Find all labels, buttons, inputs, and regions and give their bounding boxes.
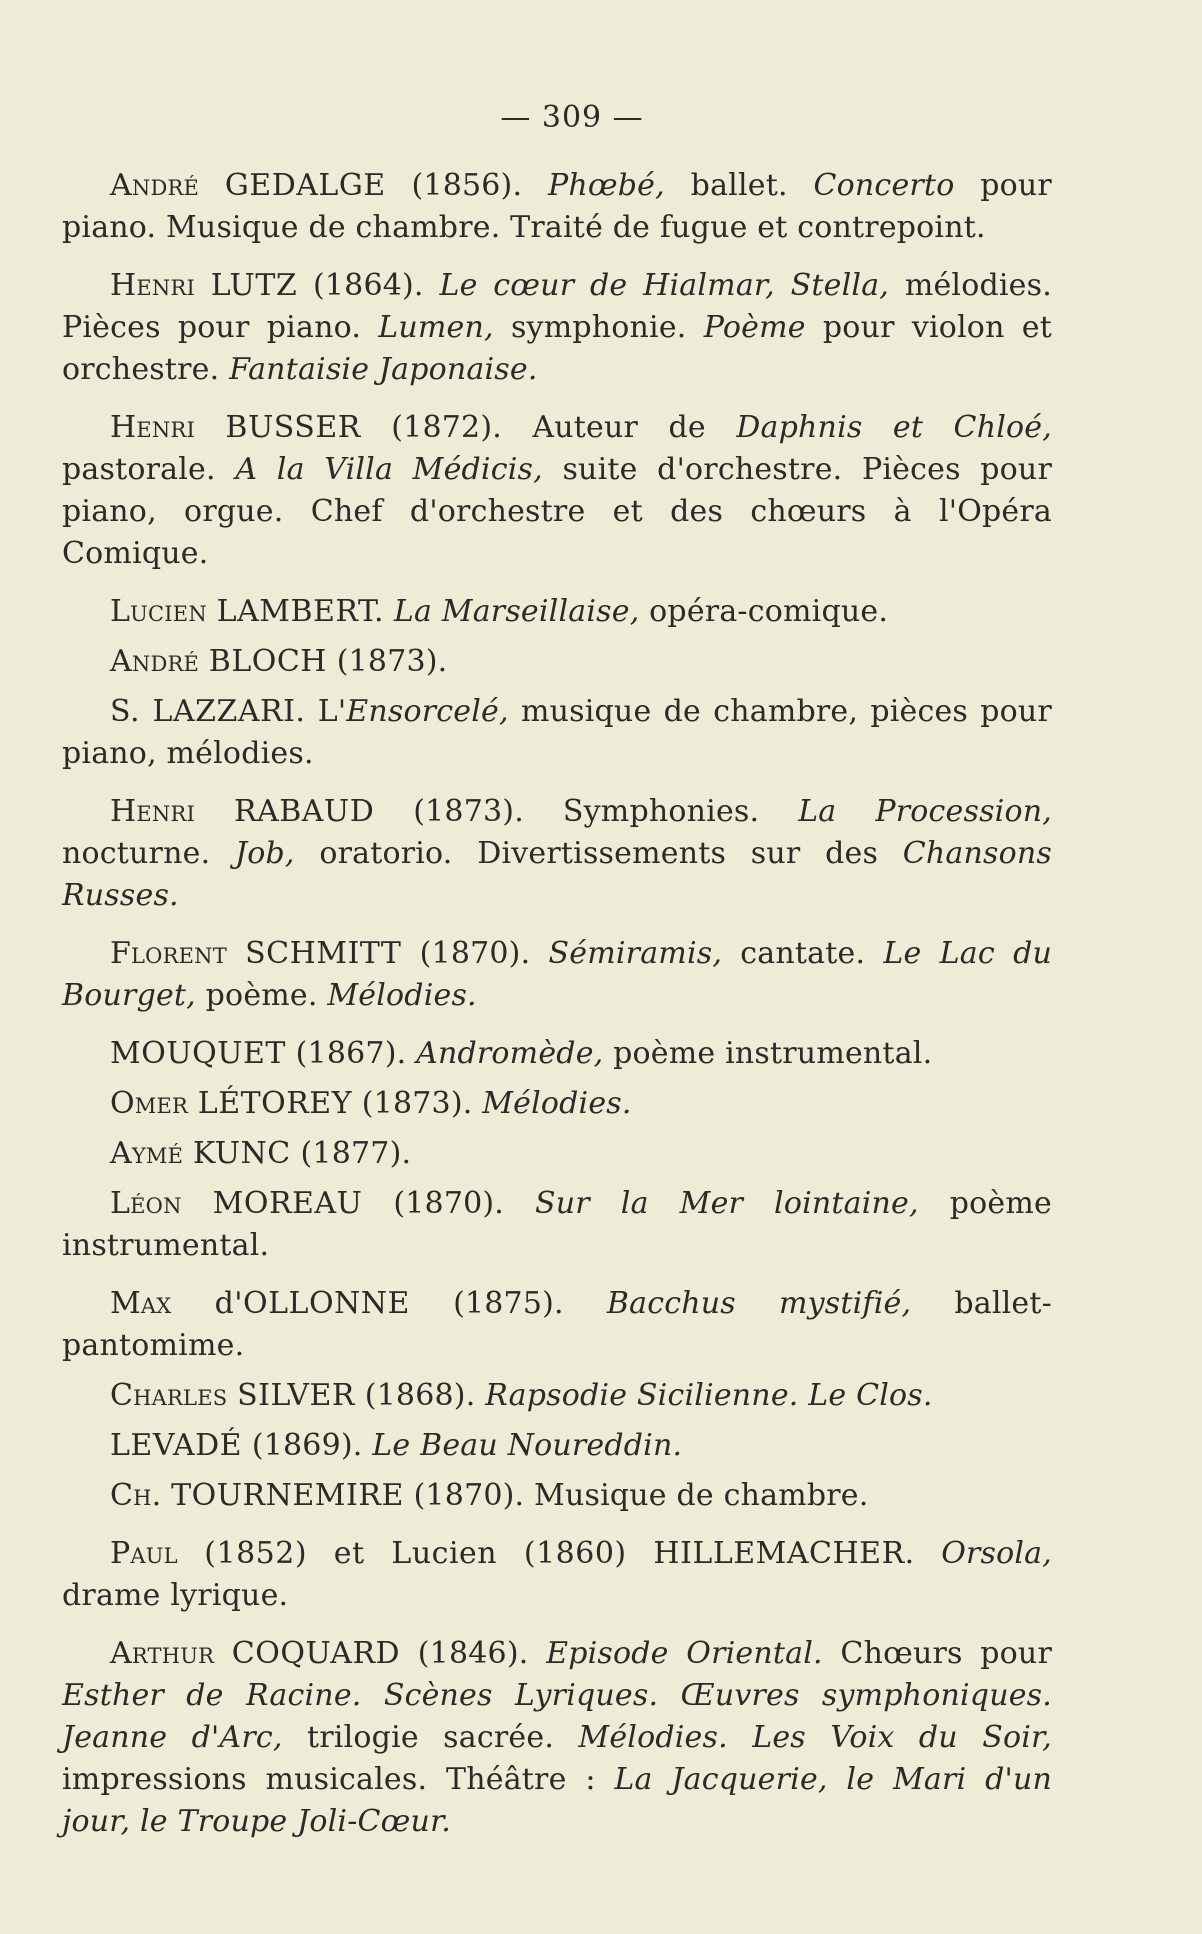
work-title: Orsola, bbox=[941, 1536, 1052, 1571]
composer-first-name: Ch. bbox=[110, 1478, 162, 1513]
entry-text: pastorale. bbox=[62, 452, 236, 487]
composer-surname: SCHMITT bbox=[245, 936, 402, 971]
entry-text: impressions musicales. Théâtre : bbox=[62, 1762, 615, 1797]
work-title: La Marseillaise, bbox=[393, 594, 640, 629]
composer-birth-year: (1856). bbox=[411, 168, 523, 203]
composer-entry bbox=[62, 265, 1052, 391]
composer-first-name: Max bbox=[110, 1286, 172, 1321]
composer-birth-year: (1868). bbox=[364, 1378, 476, 1413]
work-title: Bacchus mystifié, bbox=[606, 1286, 912, 1321]
entry-text bbox=[504, 1186, 535, 1221]
entry-text: oratorio. Divertissements sur des bbox=[294, 836, 903, 871]
work-title: Ensorcelé, bbox=[346, 694, 509, 729]
composer-entry bbox=[62, 1183, 1052, 1267]
composer-entry bbox=[62, 1533, 1052, 1617]
work-title: Episode Oriental. bbox=[546, 1636, 823, 1671]
composer-surname: LÉTOREY bbox=[197, 1086, 353, 1121]
work-title: Mélodies. Les Voix du Soir, bbox=[578, 1720, 1052, 1755]
entry-text bbox=[528, 1636, 546, 1671]
entry-text: L' bbox=[305, 694, 347, 729]
composer-first-name: Omer bbox=[110, 1086, 189, 1121]
entry-text: poème instrumental. bbox=[603, 1036, 933, 1071]
entry-text: Symphonies. bbox=[523, 794, 799, 829]
composer-surname: SILVER bbox=[237, 1378, 355, 1413]
work-title: La Jacquerie, le Mari d'un jour, le Troupe Joli-Cœur. bbox=[62, 1762, 1052, 1839]
composer-first-name: André bbox=[110, 644, 200, 679]
entry-text bbox=[564, 1286, 607, 1321]
composer-birth-year: (1873). bbox=[361, 1086, 473, 1121]
composer-entry bbox=[62, 641, 1052, 683]
entry-text bbox=[424, 268, 440, 303]
composer-first-name: Arthur bbox=[110, 1636, 215, 1671]
entry-text: ballet-pantomime. bbox=[62, 1286, 1052, 1363]
entry-text bbox=[363, 1428, 373, 1463]
composer-first-name: Henri bbox=[110, 410, 195, 445]
work-title: Andromède, bbox=[416, 1036, 604, 1071]
composer-surname: LEVADÉ bbox=[110, 1428, 243, 1463]
entry-text: suite d'orchestre. Pièces pour piano, orgue. Chef d'orchestre et des chœurs à l'Opéra Comique. bbox=[62, 452, 1052, 571]
composer-birth-year: (1872). bbox=[391, 410, 502, 445]
entry-text bbox=[472, 1086, 482, 1121]
page-number: — 309 — bbox=[500, 100, 644, 135]
entry-text: opéra-comique. bbox=[639, 594, 889, 629]
composer-birth-year: (1870). bbox=[393, 1186, 505, 1221]
work-title: Le Beau Noureddin. bbox=[372, 1428, 683, 1463]
entry-text: pour violon et orchestre. bbox=[62, 310, 1052, 387]
entry-text bbox=[530, 936, 548, 971]
composer-birth-year: (1870). bbox=[419, 936, 531, 971]
work-title: Le cœur de Hialmar, Stella, bbox=[439, 268, 890, 303]
work-title: Job, bbox=[235, 836, 295, 871]
composer-first-name: Henri bbox=[110, 794, 195, 829]
work-title: Poème bbox=[703, 310, 806, 345]
composer-surname: RABAUD bbox=[233, 794, 375, 829]
work-title: Sémiramis, bbox=[548, 936, 723, 971]
composer-birth-year: (1846). bbox=[417, 1636, 529, 1671]
composer-surname: (1852) et Lucien (1860) HILLEMACHER. bbox=[204, 1536, 915, 1571]
composer-surname: LUTZ bbox=[210, 268, 298, 303]
entry-text: Chœurs pour bbox=[822, 1636, 1052, 1671]
composer-first-name: Florent bbox=[110, 936, 227, 971]
entry-text: musique de chambre, pièces pour piano, mélodies. bbox=[62, 694, 1052, 771]
composer-entry bbox=[62, 1375, 1052, 1417]
composer-first-name: Paul bbox=[110, 1536, 178, 1571]
entry-text bbox=[406, 1036, 416, 1071]
work-title: Mélodies. bbox=[482, 1086, 632, 1121]
composer-entry bbox=[62, 791, 1052, 917]
composer-surname: BLOCH bbox=[208, 644, 327, 679]
entry-text: Auteur de bbox=[501, 410, 737, 445]
composer-birth-year: (1873). bbox=[413, 794, 524, 829]
work-title: Sur la Mer lointaine, bbox=[535, 1186, 919, 1221]
work-title: Phœbé, bbox=[548, 168, 665, 203]
composer-surname: KUNC bbox=[192, 1136, 291, 1171]
composer-entry bbox=[62, 1475, 1052, 1517]
entry-text bbox=[522, 168, 548, 203]
composer-surname: TOURNEMIRE bbox=[171, 1478, 404, 1513]
composer-entry bbox=[62, 1283, 1052, 1367]
composer-surname: S. LAZZARI. bbox=[110, 694, 306, 729]
entry-text: poème. bbox=[195, 978, 328, 1013]
composer-surname: MOREAU bbox=[212, 1186, 363, 1221]
work-title: Lumen, bbox=[378, 310, 494, 345]
composer-birth-year: (1867). bbox=[295, 1036, 407, 1071]
work-title: Fantaisie Japonaise. bbox=[229, 352, 538, 387]
work-title: Esther de Racine. Scènes Lyriques. Œuvres symphoniques. Jeanne d'Arc, bbox=[62, 1678, 1052, 1755]
entry-text: Musique de chambre. bbox=[524, 1478, 869, 1513]
entry-text: pour piano. Musique de chambre. Traité de fugue et contrepoint. bbox=[62, 168, 1052, 245]
composer-entry bbox=[62, 1633, 1052, 1843]
composer-entry bbox=[62, 1425, 1052, 1467]
composer-first-name: Charles bbox=[110, 1378, 228, 1413]
composer-list bbox=[62, 165, 1052, 1843]
work-title: A la Villa Médicis, bbox=[235, 452, 543, 487]
composer-entry bbox=[62, 165, 1052, 249]
composer-surname: d'OLLONNE bbox=[214, 1286, 410, 1321]
composer-surname: BUSSER bbox=[225, 410, 361, 445]
entry-text: drame lyrique. bbox=[62, 1578, 289, 1613]
composer-first-name: Lucien bbox=[110, 594, 207, 629]
composer-first-name: Léon bbox=[110, 1186, 182, 1221]
composer-surname: GEDALGE bbox=[224, 168, 386, 203]
work-title: Mélodies. bbox=[327, 978, 477, 1013]
composer-entry bbox=[62, 591, 1052, 633]
composer-first-name: Aymé bbox=[110, 1136, 184, 1171]
composer-entry bbox=[62, 1033, 1052, 1075]
entry-text: poème instrumental. bbox=[62, 1186, 1052, 1263]
entry-text: symphonie. bbox=[493, 310, 704, 345]
work-title: Le Lac du Bourget, bbox=[62, 936, 1052, 1013]
composer-birth-year: (1870). bbox=[413, 1478, 525, 1513]
entry-text bbox=[915, 1536, 941, 1571]
composer-entry bbox=[62, 933, 1052, 1017]
composer-entry bbox=[62, 1083, 1052, 1125]
work-title: Daphnis et Chloé, bbox=[736, 410, 1052, 445]
composer-entry bbox=[62, 407, 1052, 575]
entry-text: mélodies. Pièces pour piano. bbox=[62, 268, 1052, 345]
work-title: La Procession, bbox=[798, 794, 1052, 829]
composer-entry bbox=[62, 691, 1052, 775]
work-title: Rapsodie Sicilienne. Le Clos. bbox=[485, 1378, 933, 1413]
entry-text bbox=[475, 1378, 485, 1413]
composer-surname: LAMBERT. bbox=[216, 594, 385, 629]
composer-birth-year: (1869). bbox=[251, 1428, 363, 1463]
work-title: Chansons Russes. bbox=[62, 836, 1052, 913]
composer-birth-year: (1873). bbox=[336, 644, 448, 679]
entry-text: cantate. bbox=[722, 936, 884, 971]
composer-first-name: Henri bbox=[110, 268, 195, 303]
entry-text: ballet. bbox=[664, 168, 814, 203]
composer-birth-year: (1875). bbox=[453, 1286, 564, 1321]
composer-birth-year: (1864). bbox=[312, 268, 424, 303]
entry-text: trilogie sacrée. bbox=[282, 1720, 579, 1755]
composer-entry bbox=[62, 1133, 1052, 1175]
composer-birth-year: (1877). bbox=[300, 1136, 412, 1171]
work-title: Concerto bbox=[813, 168, 955, 203]
entry-text: nocturne. bbox=[62, 836, 235, 871]
composer-surname: COQUARD bbox=[231, 1636, 401, 1671]
composer-surname: MOUQUET bbox=[110, 1036, 286, 1071]
entry-text bbox=[384, 594, 394, 629]
composer-first-name: André bbox=[110, 168, 200, 203]
